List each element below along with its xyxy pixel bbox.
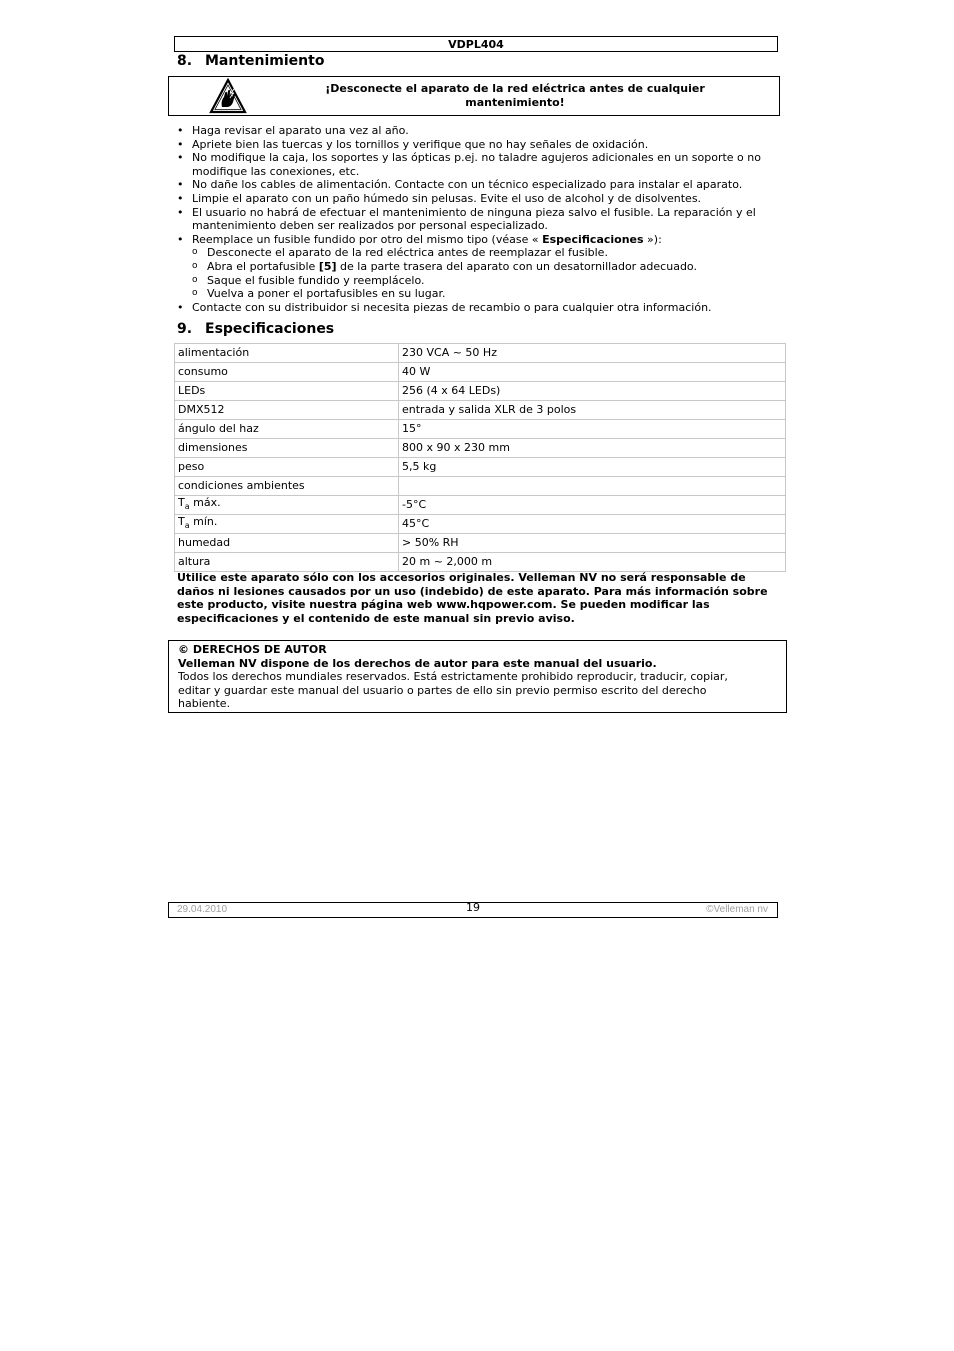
document-model-header xyxy=(174,36,778,52)
spec-label-rest: mín. xyxy=(189,514,218,528)
spec-label: condiciones ambientes xyxy=(175,477,399,496)
table-row xyxy=(175,553,786,572)
table-row xyxy=(175,458,786,477)
warning-message xyxy=(269,82,761,109)
part-number: [5] xyxy=(318,259,337,273)
spec-value: 20 m ~ 2,000 m xyxy=(399,553,786,572)
list-item: • No dañe los cables de alimentación. Contacte con un técnico especializado para instalar el aparato. xyxy=(177,178,777,192)
spec-value: entrada y salida XLR de 3 polos xyxy=(399,401,786,420)
footer-brand: ©Velleman nv xyxy=(706,904,768,915)
list-item: • Limpie el aparato con un paño húmedo sin pelusas. Evite el uso de alcohol y de disolventes. xyxy=(177,192,777,206)
table-row xyxy=(175,420,786,439)
list-item: • Apriete bien las tuercas y los tornillos y verifique que no hay señales de oxidación. xyxy=(177,138,777,152)
specifications-table xyxy=(174,343,786,572)
specifications-notice: Utilice este aparato sólo con los accesorios originales. Velleman NV no será responsable de daños ni lesiones causados por un uso (indebido) de este aparato. Para más información sobre este producto, visite nuestra página web www.hqpower.com. Se pueden modificar las especificaciones y el contenido de este manual sin previo aviso. xyxy=(177,571,768,625)
list-item: • El usuario no habrá de efectuar el mantenimiento de ninguna pieza salvo el fusible. La reparación y el mantenimiento deben ser realizados por personal especializado. xyxy=(177,206,777,233)
spec-label-subscript: a xyxy=(184,521,190,531)
spec-label-subscript: a xyxy=(184,502,190,512)
spec-value: 800 x 90 x 230 mm xyxy=(399,439,786,458)
model-name: VDPL404 xyxy=(448,38,504,51)
spec-value: 230 VCA ~ 50 Hz xyxy=(399,344,786,363)
spec-label: alimentación xyxy=(175,344,399,363)
footer-date: 29.04.2010 xyxy=(177,904,228,915)
spec-value: 15° xyxy=(399,420,786,439)
spec-value: -5°C xyxy=(399,496,786,515)
spec-value: 256 (4 x 64 LEDs) xyxy=(399,382,786,401)
fuse-text-end: »): xyxy=(643,232,662,246)
spec-label-main: T xyxy=(178,495,185,509)
table-row xyxy=(175,496,786,515)
table-row xyxy=(175,401,786,420)
warning-line: ¡Desconecte el aparato de la red eléctrica antes de cualquier xyxy=(325,82,705,95)
spec-label: LEDs xyxy=(175,382,399,401)
spec-label: consumo xyxy=(175,363,399,382)
sub-item-text-end: de la parte trasera del aparato con un desatornillador adecuado. xyxy=(336,259,697,273)
copyright-owner: Velleman NV dispone de los derechos de autor para este manual del usuario. xyxy=(178,656,657,670)
page-footer xyxy=(168,902,778,918)
table-row xyxy=(175,534,786,553)
spec-label-rest: máx. xyxy=(189,495,221,509)
sub-item: o Vuelva a poner el portafusibles en su lugar. xyxy=(192,287,777,301)
spec-label: humedad xyxy=(175,534,399,553)
spec-label: ángulo del haz xyxy=(175,420,399,439)
fuse-steps xyxy=(192,246,777,300)
spec-label-main: T xyxy=(178,514,185,528)
spec-value xyxy=(399,477,786,496)
copyright-title: © DERECHOS DE AUTOR xyxy=(178,643,327,656)
warning-line: mantenimiento! xyxy=(465,95,565,109)
spec-label xyxy=(175,496,399,515)
sub-item-text: Abra el portafusible xyxy=(207,259,319,273)
table-row xyxy=(175,344,786,363)
spec-label: dimensiones xyxy=(175,439,399,458)
spec-label: DMX512 xyxy=(175,401,399,420)
specifications-reference: Especificaciones xyxy=(542,232,644,246)
table-row xyxy=(175,515,786,534)
copyright-box xyxy=(168,640,787,713)
table-row xyxy=(175,363,786,382)
maintenance-heading xyxy=(177,53,324,69)
spec-value: 5,5 kg xyxy=(399,458,786,477)
list-item-fuse xyxy=(177,233,777,301)
page-number: 19 xyxy=(466,901,480,914)
hand-shock-warning-icon xyxy=(209,78,247,114)
maintenance-number: 8. xyxy=(177,53,193,69)
table-row xyxy=(175,477,786,496)
copyright-text: Todos los derechos mundiales reservados. Está estrictamente prohibido reproducir, traducir, copiar, xyxy=(178,670,728,684)
spec-label: peso xyxy=(175,458,399,477)
copyright-text: habiente. xyxy=(178,697,231,711)
copyright-text: editar y guardar este manual del usuario o partes de ello sin previo permiso escrito del derecho xyxy=(178,683,707,697)
sub-item: o Desconecte el aparato de la red eléctrica antes de reemplazar el fusible. xyxy=(192,246,777,260)
fuse-text: Reemplace un fusible fundido por otro del mismo tipo (véase « xyxy=(192,232,543,246)
sub-item: o Saque el fusible fundido y reemplácelo. xyxy=(192,274,777,288)
list-item: • No modifique la caja, los soportes y las ópticas p.ej. no taladre agujeros adicionales en un soporte o no modifique las conexiones, etc. xyxy=(177,151,777,178)
spec-value: 45°C xyxy=(399,515,786,534)
warning-box xyxy=(168,76,780,116)
specifications-title: Especificaciones xyxy=(205,321,335,337)
maintenance-list xyxy=(177,124,777,314)
spec-label xyxy=(175,515,399,534)
spec-value: > 50% RH xyxy=(399,534,786,553)
list-item: • Haga revisar el aparato una vez al año. xyxy=(177,124,777,138)
table-row xyxy=(175,382,786,401)
spec-value: 40 W xyxy=(399,363,786,382)
specifications-number: 9. xyxy=(177,321,193,337)
table-row xyxy=(175,439,786,458)
sub-item xyxy=(192,260,777,274)
maintenance-title: Mantenimiento xyxy=(205,53,325,69)
specifications-heading xyxy=(177,321,334,337)
list-item: • Contacte con su distribuidor si necesita piezas de recambio o para cualquier otra información. xyxy=(177,301,777,315)
spec-label: altura xyxy=(175,553,399,572)
